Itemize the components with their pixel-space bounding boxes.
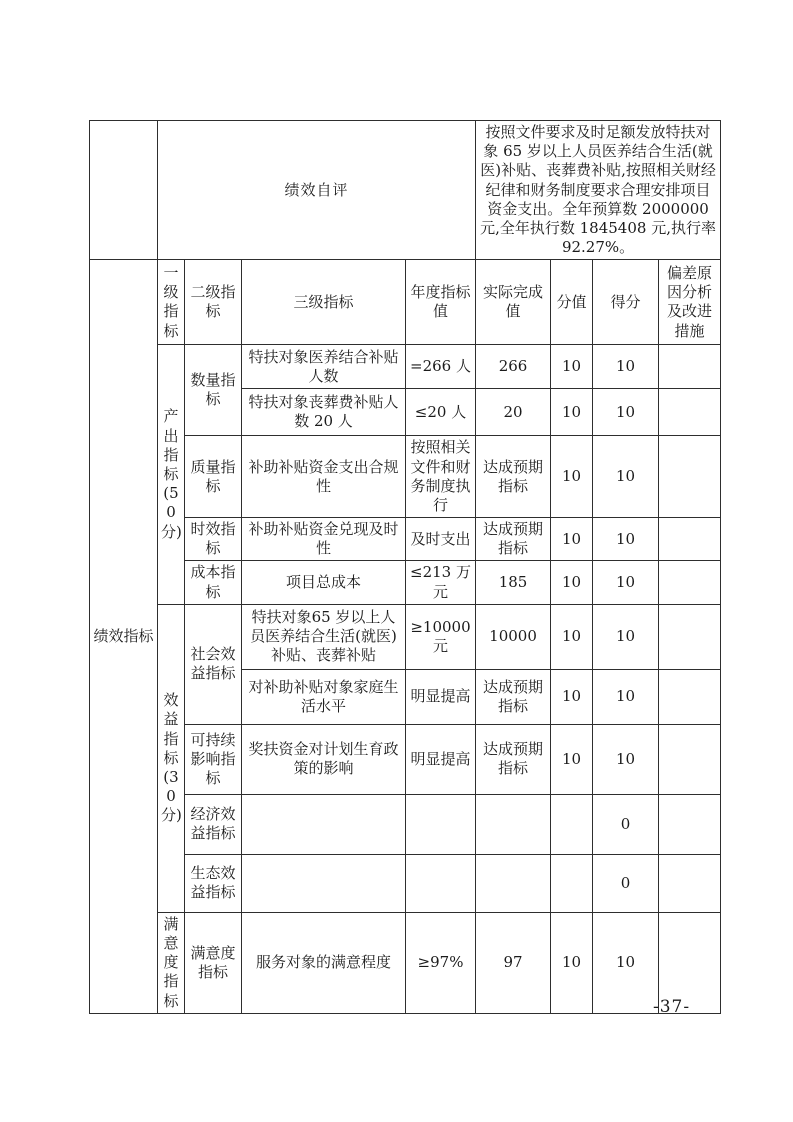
table-row xyxy=(90,604,721,669)
score-cell: 10 xyxy=(551,669,593,724)
gained-cell: 10 xyxy=(593,724,659,794)
level3-cell: 特扶对象丧葬费补贴人数 20 人 xyxy=(242,389,406,436)
level3-cell: 补助补贴资金兑现及时性 xyxy=(242,518,406,561)
header-score: 分值 xyxy=(551,260,593,345)
empty-corner-cell xyxy=(90,121,158,260)
level2-cell: 成本指标 xyxy=(185,561,242,604)
actual-value-cell: 97 xyxy=(476,912,551,1013)
level3-cell: 服务对象的满意程度 xyxy=(242,912,406,1013)
actual-value-cell: 达成预期指标 xyxy=(476,436,551,518)
level3-cell: 补助补贴资金支出合规性 xyxy=(242,436,406,518)
annual-value-cell: 按照相关文件和财务制度执行 xyxy=(406,436,476,518)
annual-value-cell: 明显提高 xyxy=(406,724,476,794)
header-gained: 得分 xyxy=(593,260,659,345)
gained-cell: 10 xyxy=(593,518,659,561)
self-eval-row xyxy=(90,121,721,260)
score-cell: 10 xyxy=(551,518,593,561)
annual-value-cell: ≤20 人 xyxy=(406,389,476,436)
side-label-cell: 绩效指标 xyxy=(90,260,158,1013)
level2-cell: 经济效益指标 xyxy=(185,794,242,854)
gained-cell: 0 xyxy=(593,854,659,912)
deviation-cell xyxy=(659,436,721,518)
table-row xyxy=(90,345,721,389)
score-cell: 10 xyxy=(551,389,593,436)
header-level3: 三级指标 xyxy=(242,260,406,345)
table-row xyxy=(90,561,721,604)
table-row xyxy=(90,724,721,794)
annual-value-cell: 及时支出 xyxy=(406,518,476,561)
header-annual-value: 年度指标值 xyxy=(406,260,476,345)
actual-value-cell: 266 xyxy=(476,345,551,389)
table-row xyxy=(90,912,721,1013)
actual-value-cell: 达成预期指标 xyxy=(476,518,551,561)
level2-cell: 时效指标 xyxy=(185,518,242,561)
performance-indicator-table xyxy=(89,120,721,1014)
annual-value-cell: ≥10000 元 xyxy=(406,604,476,669)
deviation-cell xyxy=(659,854,721,912)
level1-benefit-cell: 效益指标(30分) xyxy=(158,604,185,912)
gained-cell: 10 xyxy=(593,669,659,724)
annual-value-cell xyxy=(406,854,476,912)
annual-value-cell xyxy=(406,794,476,854)
level3-cell: 特扶对象65 岁以上人员医养结合生活(就医)补贴、丧葬补贴 xyxy=(242,604,406,669)
gained-cell: 10 xyxy=(593,436,659,518)
score-cell: 10 xyxy=(551,345,593,389)
score-cell xyxy=(551,854,593,912)
score-cell: 10 xyxy=(551,912,593,1013)
gained-cell: 10 xyxy=(593,604,659,669)
page-number: -37- xyxy=(653,997,691,1017)
self-eval-text: 按照文件要求及时足额发放特扶对象 65 岁以上人员医养结合生活(就医)补贴、丧葬费补贴,按照相关财经纪律和财务制度要求合理安排项目资金支出。全年预算数 2000000 元,全年执行数 1845408 元,执行率 92.27%。 xyxy=(476,121,721,260)
deviation-cell xyxy=(659,389,721,436)
score-cell: 10 xyxy=(551,436,593,518)
deviation-cell xyxy=(659,669,721,724)
level2-cell: 满意度指标 xyxy=(185,912,242,1013)
actual-value-cell xyxy=(476,854,551,912)
header-deviation: 偏差原因分析及改进措施 xyxy=(659,260,721,345)
table-row xyxy=(90,518,721,561)
header-level1: 一级指标 xyxy=(158,260,185,345)
document-page xyxy=(89,120,721,1014)
table-header-row xyxy=(90,260,721,345)
level3-cell: 特扶对象医养结合补贴人数 xyxy=(242,345,406,389)
annual-value-cell: 明显提高 xyxy=(406,669,476,724)
annual-value-cell: =266 人 xyxy=(406,345,476,389)
header-actual-value: 实际完成值 xyxy=(476,260,551,345)
annual-value-cell: ≤213 万元 xyxy=(406,561,476,604)
level3-cell: 奖扶资金对计划生育政策的影响 xyxy=(242,724,406,794)
actual-value-cell: 达成预期指标 xyxy=(476,669,551,724)
deviation-cell xyxy=(659,724,721,794)
level3-cell: 项目总成本 xyxy=(242,561,406,604)
level2-cell: 可持续影响指标 xyxy=(185,724,242,794)
deviation-cell xyxy=(659,518,721,561)
deviation-cell xyxy=(659,794,721,854)
actual-value-cell: 185 xyxy=(476,561,551,604)
score-cell: 10 xyxy=(551,604,593,669)
gained-cell: 10 xyxy=(593,389,659,436)
level1-output-cell: 产出指标(50分) xyxy=(158,345,185,605)
level3-cell xyxy=(242,794,406,854)
level2-cell: 生态效益指标 xyxy=(185,854,242,912)
gained-cell: 10 xyxy=(593,561,659,604)
actual-value-cell: 达成预期指标 xyxy=(476,724,551,794)
level3-cell: 对补助补贴对象家庭生活水平 xyxy=(242,669,406,724)
gained-cell: 0 xyxy=(593,794,659,854)
header-level2: 二级指标 xyxy=(185,260,242,345)
gained-cell: 10 xyxy=(593,912,659,1013)
actual-value-cell xyxy=(476,794,551,854)
level3-cell xyxy=(242,854,406,912)
level2-cell: 数量指标 xyxy=(185,345,242,436)
score-cell: 10 xyxy=(551,724,593,794)
table-row xyxy=(90,436,721,518)
deviation-cell xyxy=(659,345,721,389)
deviation-cell xyxy=(659,561,721,604)
annual-value-cell: ≥97% xyxy=(406,912,476,1013)
actual-value-cell: 20 xyxy=(476,389,551,436)
score-cell: 10 xyxy=(551,561,593,604)
score-cell xyxy=(551,794,593,854)
table-row xyxy=(90,794,721,854)
gained-cell: 10 xyxy=(593,345,659,389)
level1-satisfaction-cell: 满意度指标 xyxy=(158,912,185,1013)
level2-cell: 社会效益指标 xyxy=(185,604,242,724)
table-row xyxy=(90,854,721,912)
level2-cell: 质量指标 xyxy=(185,436,242,518)
actual-value-cell: 10000 xyxy=(476,604,551,669)
deviation-cell xyxy=(659,604,721,669)
self-eval-label: 绩效自评 xyxy=(158,121,476,260)
